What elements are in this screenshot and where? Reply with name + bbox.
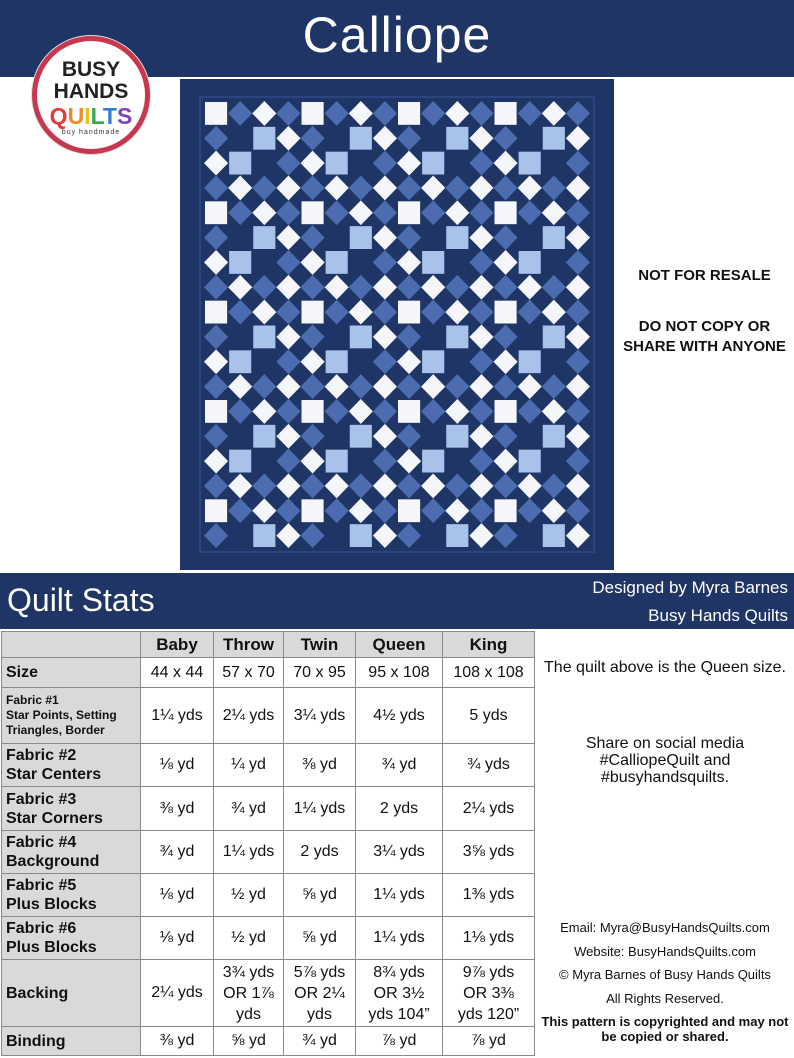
quilt-square-patch [519, 350, 541, 373]
quilt-square-patch [350, 425, 372, 448]
quilt-square-patch [326, 326, 348, 349]
table-cell: 1¼ yds [284, 787, 356, 831]
table-cell: ¾ yd [284, 1027, 356, 1056]
quilt-square-patch [495, 201, 517, 224]
quilt-square-patch [422, 127, 444, 150]
quilt-square-patch [495, 499, 517, 522]
quilt-square-patch [543, 350, 565, 373]
quilt-square-patch [229, 152, 251, 175]
quilt-square-patch [253, 251, 275, 274]
table-cell: 5 yds [443, 688, 535, 744]
row-label: Fabric #1 Star Points, Setting Triangles, Border [2, 688, 141, 744]
quilt-square-patch [350, 326, 372, 349]
quilt-square-patch [543, 450, 565, 473]
quilt-square-patch [326, 251, 348, 274]
quilt-square-patch [519, 326, 541, 349]
quilt-square-patch [350, 127, 372, 150]
quilt-square-patch [205, 301, 227, 324]
logo-line-1: BUSY [61, 58, 121, 81]
quilt-square-patch [543, 251, 565, 274]
do-not-copy-notice: DO NOT COPY OR SHARE WITH ANYONE [623, 318, 786, 355]
table-cell: 5⅞ yds OR 2¼ yds [284, 960, 356, 1027]
quilt-square-patch [350, 251, 372, 274]
quilt-square-patch [519, 152, 541, 175]
quilt-square-patch [398, 499, 420, 522]
quilt-square-patch [253, 152, 275, 175]
logo-tagline: buy handmade [61, 129, 121, 136]
row-label: Backing [2, 960, 141, 1027]
quilt-square-patch [205, 102, 227, 125]
row-label: Binding [2, 1027, 141, 1056]
table-cell: 2¼ yds [141, 960, 214, 1027]
quilt-stats-heading: Quilt Stats [7, 582, 155, 618]
table-cell: 3¼ yds [284, 688, 356, 744]
quilt-square-patch [543, 524, 565, 547]
quilt-square-patch [398, 102, 420, 125]
row-label: Fabric #4 Background [2, 831, 141, 874]
column-header: Throw [214, 632, 284, 658]
quilt-square-patch [398, 301, 420, 324]
busy-hands-quilts-logo [32, 36, 150, 154]
row-label: Fabric #6 Plus Blocks [2, 917, 141, 960]
quilt-square-patch [302, 102, 324, 125]
table-cell: 2 yds [356, 787, 443, 831]
quilt-square-patch [543, 226, 565, 249]
table-row [2, 744, 535, 787]
table-cell: ⅛ yd [141, 917, 214, 960]
table-cell: 3¾ yds OR 1⅞ yds [214, 960, 284, 1027]
quilt-square-patch [519, 425, 541, 448]
logo-line-3: QUILTS [49, 103, 133, 129]
table-cell: 108 x 108 [443, 658, 535, 688]
pattern-title: Calliope [302, 7, 492, 63]
quilt-square-patch [422, 226, 444, 249]
column-header: Queen [356, 632, 443, 658]
quilt-square-patch [446, 251, 468, 274]
contact-website: Website: BusyHandsQuilts.com [574, 943, 756, 959]
quilt-square-patch [229, 425, 251, 448]
table-cell: ⅜ yd [141, 1027, 214, 1056]
table-cell: ½ yd [214, 917, 284, 960]
row-label: Fabric #5 Plus Blocks [2, 874, 141, 917]
table-header-row [2, 632, 535, 658]
quilt-square-patch [519, 251, 541, 274]
quilt-square-patch [350, 226, 372, 249]
table-cell: ⅝ yd [284, 917, 356, 960]
quilt-stats-bar [0, 573, 794, 629]
quilt-square-patch [422, 350, 444, 373]
quilt-square-patch [446, 152, 468, 175]
table-row [2, 874, 535, 917]
social-media-share: Share on social media #CalliopeQuilt and #busyhandsquilts. [585, 735, 745, 786]
quilt-square-patch [446, 226, 468, 249]
table-cell: ¾ yd [356, 744, 443, 787]
table-cell: ½ yd [214, 874, 284, 917]
quilt-square-patch [422, 450, 444, 473]
table-cell: ⅛ yd [141, 874, 214, 917]
quilt-stats-table [1, 631, 535, 1056]
column-header: Baby [141, 632, 214, 658]
quilt-square-patch [495, 400, 517, 423]
quilt-square-patch [350, 450, 372, 473]
quilt-square-patch [326, 350, 348, 373]
quilt-square-patch [495, 301, 517, 324]
quilt-square-patch [253, 350, 275, 373]
quilt-square-patch [422, 524, 444, 547]
quilt-square-patch [229, 251, 251, 274]
table-cell: ⅜ yd [141, 787, 214, 831]
row-label: Size [2, 658, 141, 688]
quilt-square-patch [253, 524, 275, 547]
table-cell: 2 yds [284, 831, 356, 874]
table-cell: ⅝ yd [284, 874, 356, 917]
table-cell: 70 x 95 [284, 658, 356, 688]
quilt-square-patch [543, 152, 565, 175]
table-row [2, 787, 535, 831]
table-cell: ¾ yds [443, 744, 535, 787]
quilt-square-patch [302, 400, 324, 423]
quilt-square-patch [253, 226, 275, 249]
table-cell: ¼ yd [214, 744, 284, 787]
table-cell: 1⅛ yds [443, 917, 535, 960]
quilt-square-patch [495, 102, 517, 125]
quilt-square-patch [326, 450, 348, 473]
company-name: Busy Hands Quilts [648, 606, 788, 625]
quilt-square-patch [543, 127, 565, 150]
quilt-square-patch [398, 201, 420, 224]
quilt-square-patch [205, 201, 227, 224]
table-cell: 1¼ yds [214, 831, 284, 874]
quilt-square-patch [446, 425, 468, 448]
copyright-warning: This pattern is copyrighted and may not be copied or shared. [541, 1014, 789, 1044]
table-row [2, 831, 535, 874]
table-cell: 95 x 108 [356, 658, 443, 688]
column-header: King [443, 632, 535, 658]
quilt-square-patch [229, 326, 251, 349]
quilt-square-patch [302, 201, 324, 224]
quilt-square-patch [398, 400, 420, 423]
quilt-square-patch [326, 524, 348, 547]
quilt-square-patch [326, 127, 348, 150]
quilt-square-patch [519, 524, 541, 547]
quilt-square-patch [253, 127, 275, 150]
quilt-square-patch [543, 425, 565, 448]
table-row [2, 658, 535, 688]
table-cell: 8¾ yds OR 3½ yds 104” [356, 960, 443, 1027]
quilt-square-patch [422, 425, 444, 448]
quilt-square-patch [350, 152, 372, 175]
table-cell: ¾ yd [141, 831, 214, 874]
quilt-square-patch [229, 450, 251, 473]
table-cell: ⅝ yd [214, 1027, 284, 1056]
not-for-resale-notice: NOT FOR RESALE [638, 267, 771, 284]
table-row [2, 688, 535, 744]
table-row [2, 960, 535, 1027]
quilt-square-patch [350, 524, 372, 547]
quilt-square-patch [446, 326, 468, 349]
contact-info [536, 916, 794, 1010]
table-cell: 1⅜ yds [443, 874, 535, 917]
table-cell: 1¼ yds [356, 874, 443, 917]
quilt-square-patch [422, 251, 444, 274]
table-cell: 57 x 70 [214, 658, 284, 688]
quilt-square-patch [302, 301, 324, 324]
quilt-square-patch [326, 226, 348, 249]
table-cell: 1¼ yds [141, 688, 214, 744]
table-cell: 44 x 44 [141, 658, 214, 688]
quilt-square-patch [229, 524, 251, 547]
quilt-square-patch [205, 499, 227, 522]
table-cell: ⅞ yd [356, 1027, 443, 1056]
table-cell: ¾ yd [214, 787, 284, 831]
quilt-square-patch [446, 350, 468, 373]
quilt-square-patch [326, 152, 348, 175]
rights-line: All Rights Reserved. [606, 990, 724, 1006]
table-row [2, 917, 535, 960]
table-cell: 1¼ yds [356, 917, 443, 960]
table-cell: 3¼ yds [356, 831, 443, 874]
row-label: Fabric #3 Star Corners [2, 787, 141, 831]
table-cell: 9⅞ yds OR 3⅜ yds 120” [443, 960, 535, 1027]
logo-line-2: HANDS [53, 80, 129, 103]
quilt-square-patch [350, 350, 372, 373]
quilt-square-patch [253, 425, 275, 448]
quilt-size-note: The quilt above is the Queen size. [544, 659, 786, 676]
quilt-square-patch [326, 425, 348, 448]
column-header: Twin [284, 632, 356, 658]
quilt-image [180, 79, 614, 570]
quilt-square-patch [253, 450, 275, 473]
quilt-square-patch [519, 226, 541, 249]
quilt-square-patch [253, 326, 275, 349]
quilt-square-patch [519, 450, 541, 473]
quilt-square-patch [446, 524, 468, 547]
copyright-line: © Myra Barnes of Busy Hands Quilts [559, 967, 771, 982]
table-cell: 4½ yds [356, 688, 443, 744]
table-cell: ⅞ yd [443, 1027, 535, 1056]
quilt-square-patch [446, 127, 468, 150]
quilt-square-patch [422, 152, 444, 175]
table-header-corner [2, 632, 141, 658]
table-cell: 3⅝ yds [443, 831, 535, 874]
quilt-square-patch [519, 127, 541, 150]
table-row [2, 1027, 535, 1056]
quilt-square-patch [229, 127, 251, 150]
contact-email: Email: Myra@BusyHandsQuilts.com [560, 920, 770, 935]
quilt-square-patch [205, 400, 227, 423]
designer-credit: Designed by Myra Barnes [592, 578, 788, 597]
quilt-square-patch [446, 450, 468, 473]
row-label: Fabric #2 Star Centers [2, 744, 141, 787]
quilt-square-patch [229, 226, 251, 249]
table-cell: 2¼ yds [443, 787, 535, 831]
quilt-square-patch [543, 326, 565, 349]
table-cell: ⅜ yd [284, 744, 356, 787]
quilt-square-patch [229, 350, 251, 373]
quilt-square-patch [422, 326, 444, 349]
table-cell: 2¼ yds [214, 688, 284, 744]
table-cell: ⅛ yd [141, 744, 214, 787]
quilt-square-patch [302, 499, 324, 522]
